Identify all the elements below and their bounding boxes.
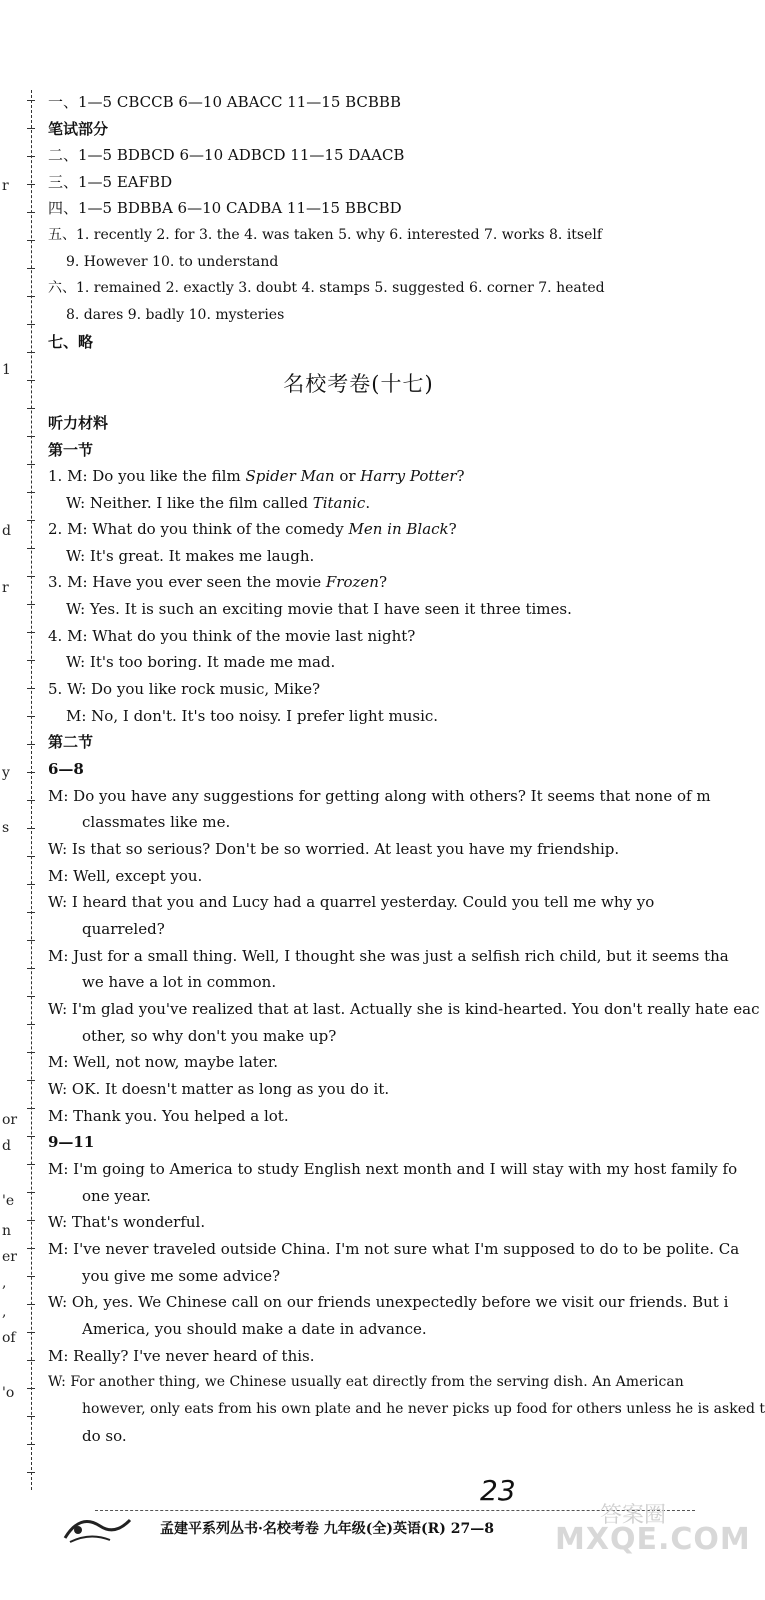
binding-tick (27, 212, 35, 213)
binding-tick (27, 1164, 35, 1165)
binding-tick (27, 1024, 35, 1025)
binding-tick (27, 548, 35, 549)
dialog-line: M: Do you have any suggestions for getting along with others? It seems that none of m (48, 787, 711, 805)
answer-line-6a: 六、1. remained 2. exactly 3. doubt 4. stamps 5. suggested 6. corner 7. heated (48, 280, 605, 296)
binding-tick (27, 800, 35, 801)
binding-tick (27, 1332, 35, 1333)
binding-tick (27, 856, 35, 857)
dialog-line: you give me some advice? (82, 1267, 281, 1285)
dialog-line: however, only eats from his own plate and he never picks up food for others unless he is asked t (82, 1401, 765, 1417)
binding-tick (27, 660, 35, 661)
section-2-label: 第二节 (48, 733, 94, 751)
dialog-line: W: Oh, yes. We Chinese call on our friends unexpectedly before we visit our friends. But i (48, 1293, 729, 1311)
edge-letter: , (2, 1304, 7, 1320)
binding-tick (27, 156, 35, 157)
binding-tick (27, 1136, 35, 1137)
binding-tick (27, 240, 35, 241)
dialog-line: M: I'm going to America to study English next month and I will stay with my host family fo (48, 1160, 738, 1178)
edge-letter: d (2, 1138, 11, 1154)
binding-tick (27, 576, 35, 577)
binding-tick (27, 772, 35, 773)
binding-tick (27, 1220, 35, 1221)
binding-tick (27, 296, 35, 297)
binding-tick (27, 1276, 35, 1277)
edge-letter: , (2, 1275, 7, 1291)
binding-tick (27, 1472, 35, 1473)
q4-man-line: 4. M: What do you think of the movie last night? (48, 627, 416, 645)
answer-line-5a: 五、1. recently 2. for 3. the 4. was taken 5. why 6. interested 7. works 8. itself (48, 227, 603, 243)
dialog-line: M: I've never traveled outside China. I'm not sure what I'm supposed to do to be polite. Ca (48, 1240, 740, 1258)
binding-tick (27, 1416, 35, 1417)
dialog-line: M: Really? I've never heard of this. (48, 1347, 315, 1365)
binding-tick (27, 1304, 35, 1305)
binding-tick (27, 184, 35, 185)
binding-tick (27, 716, 35, 717)
dialog-line: America, you should make a date in advance. (82, 1320, 427, 1338)
binding-tick (27, 996, 35, 997)
q5-woman-line: 5. W: Do you like rock music, Mike? (48, 680, 321, 698)
q2-man-line: 2. M: What do you think of the comedy Men in Black? (48, 520, 457, 538)
answer-line-5b: 9. However 10. to understand (66, 254, 279, 270)
binding-tick (27, 1388, 35, 1389)
answer-line-1: 一、1—5 CBCCB 6—10 ABACC 11—15 BCBBB (48, 93, 401, 111)
dialog-line: classmates like me. (82, 813, 231, 831)
binding-tick (27, 940, 35, 941)
q2-woman-line: W: It's great. It makes me laugh. (66, 547, 315, 565)
binding-tick (27, 744, 35, 745)
binding-tick (27, 268, 35, 269)
edge-letter: n (2, 1223, 12, 1239)
binding-tick (27, 464, 35, 465)
binding-tick (27, 352, 35, 353)
dialog-line: W: I heard that you and Lucy had a quarrel yesterday. Could you tell me why yo (48, 893, 655, 911)
binding-tick (27, 1248, 35, 1249)
binding-tick (27, 324, 35, 325)
footer-text: 孟建平系列丛书·名校考卷 九年级(全)英语(R) 27—8 (160, 1521, 494, 1537)
binding-tick (27, 1108, 35, 1109)
binding-tick (27, 380, 35, 381)
binding-tick (27, 436, 35, 437)
binding-tick (27, 492, 35, 493)
dialog-line: quarreled? (82, 920, 165, 938)
binding-tick (27, 520, 35, 521)
binding-tick (27, 884, 35, 885)
binding-tick (27, 604, 35, 605)
binding-tick (27, 1192, 35, 1193)
watermark: MXQE.COM (555, 1522, 751, 1557)
dialog-line: W: For another thing, we Chinese usually eat directly from the serving dish. An American (48, 1374, 684, 1390)
binding-tick (27, 912, 35, 913)
q4-woman-line: W: It's too boring. It made me mad. (66, 653, 336, 671)
binding-tick (27, 828, 35, 829)
edge-letter: r (2, 178, 9, 194)
q5-man-line: M: No, I don't. It's too noisy. I prefer light music. (66, 707, 439, 725)
binding-tick (27, 1052, 35, 1053)
dialog-line: M: Well, except you. (48, 867, 203, 885)
q1-man-line: 1. M: Do you like the film Spider Man or Harry Potter? (48, 467, 465, 485)
dialog-line: W: That's wonderful. (48, 1213, 206, 1231)
dialog-line: M: Thank you. You helped a lot. (48, 1107, 289, 1125)
binding-line (31, 90, 32, 1490)
answer-line-6b: 8. dares 9. badly 10. mysteries (66, 307, 285, 323)
binding-tick (27, 408, 35, 409)
q1-woman-line: W: Neither. I like the film called Titanic. (66, 494, 371, 512)
edge-letter: er (2, 1249, 17, 1265)
answer-line-7: 七、略 (48, 333, 94, 351)
answer-line-2: 二、1—5 BDBCD 6—10 ADBCD 11—15 DAACB (48, 146, 405, 164)
dialog-line: M: Well, not now, maybe later. (48, 1053, 278, 1071)
watermark-cn: 答案圈 (600, 1503, 667, 1528)
edge-letter: y (2, 765, 10, 781)
publisher-logo-icon (60, 1508, 140, 1548)
dialog-line: other, so why don't you make up? (82, 1027, 337, 1045)
dialog-line: one year. (82, 1187, 151, 1205)
dialog-line: W: I'm glad you've realized that at last. Actually she is kind-hearted. You don't really hate eac (48, 1000, 760, 1018)
binding-tick (27, 688, 35, 689)
q3-man-line: 3. M: Have you ever seen the movie Frozen? (48, 573, 387, 591)
edge-letter: of (2, 1330, 16, 1346)
edge-letter: 1 (2, 362, 11, 378)
q3-woman-line: W: Yes. It is such an exciting movie that I have seen it three times. (66, 600, 572, 618)
binding-tick (27, 632, 35, 633)
dialog-line: do so. (82, 1427, 127, 1445)
edge-letter: 'e (2, 1193, 15, 1209)
edge-letter: s (2, 820, 10, 836)
section-1-label: 第一节 (48, 441, 94, 459)
listening-heading: 听力材料 (48, 414, 109, 432)
dialog-line: W: OK. It doesn't matter as long as you do it. (48, 1080, 390, 1098)
binding-tick (27, 1080, 35, 1081)
answer-line-3: 三、1—5 EAFBD (48, 173, 173, 191)
binding-tick (27, 1360, 35, 1361)
dialog-line: M: Just for a small thing. Well, I thought she was just a selfish rich child, but it seems tha (48, 947, 729, 965)
handwritten-page-number: 23 (480, 1474, 516, 1507)
binding-tick (27, 1444, 35, 1445)
range-6-8: 6—8 (48, 760, 84, 778)
answer-line-4: 四、1—5 BDBBA 6—10 CADBA 11—15 BBCBD (48, 199, 402, 217)
range-9-11: 9—11 (48, 1133, 95, 1151)
written-section-label: 笔试部分 (48, 120, 109, 138)
edge-letter: r (2, 580, 9, 596)
binding-tick (27, 128, 35, 129)
dialog-line: W: Is that so serious? Don't be so worried. At least you have my friendship. (48, 840, 620, 858)
dialog-line: we have a lot in common. (82, 973, 277, 991)
edge-letter: 'o (2, 1385, 15, 1401)
binding-tick (27, 968, 35, 969)
edge-letter: d (2, 523, 11, 539)
exam-title: 名校考卷(十七) (283, 372, 434, 396)
edge-letter: or (2, 1112, 18, 1128)
binding-tick (27, 100, 35, 101)
